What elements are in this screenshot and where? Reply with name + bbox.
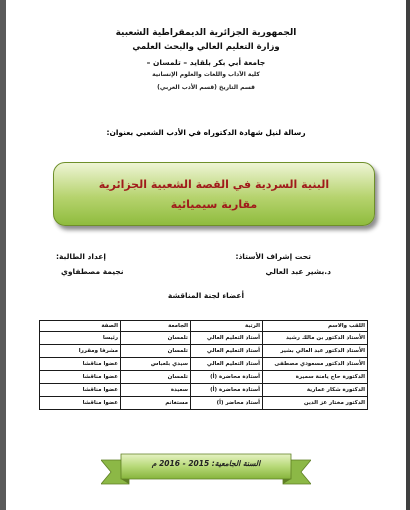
title-box — [53, 162, 375, 226]
member-name: الأستاذ الدكتور بن مالك رشيد — [263, 332, 368, 345]
table-row — [40, 384, 368, 397]
member-university: مستغانم — [121, 397, 191, 410]
member-rank: أستاذ التعليم العالي — [191, 345, 263, 358]
department-heading: قسم التاريخ (قسم الأدب العربي) — [157, 84, 255, 91]
academic-year: السنة الجامعية: 2015 - 2016 م — [151, 459, 261, 468]
member-university: تلمسان — [121, 345, 191, 358]
member-university: سعيدة — [121, 384, 191, 397]
supervisor-name: د.بشير عبد العالي — [265, 267, 331, 276]
member-role: رئيسا — [40, 332, 121, 345]
member-role: عضوا مناقشا — [40, 384, 121, 397]
member-rank: أستاذ محاضر (أ) — [191, 397, 263, 410]
member-university: تلمسان — [121, 371, 191, 384]
member-name: الأستاذ الدكتور مسعودي مصطفى — [263, 358, 368, 371]
member-rank: أستاذ التعليم العالي — [191, 358, 263, 371]
member-university: سيدي بلعباس — [121, 358, 191, 371]
ministry-heading: وزارة التعليم العالي والبحث العلمي — [132, 42, 280, 52]
republic-heading: الجمهورية الجزائرية الديمقراطية الشعبية — [115, 28, 297, 38]
table-row — [40, 397, 368, 410]
member-name: الدكتورة شكار عمارية — [263, 384, 368, 397]
member-rank: أستاذ التعليم العالي — [191, 332, 263, 345]
column-header: الصفة — [40, 321, 121, 332]
thesis-title-line1: البنية السردية في القصة الشعبية الجزائرية — [98, 178, 330, 191]
thesis-title-line2: مقاربة سيميائية — [170, 198, 258, 211]
column-header: الجامعة — [121, 321, 191, 332]
member-name: الأستاذ الدكتور عبد العالي بشير — [263, 345, 368, 358]
member-role: عضوا مناقشا — [40, 358, 121, 371]
university-heading: جامعة أبي بكر بلقايد – تلمسان – — [146, 58, 266, 67]
faculty-heading: كلية الآداب واللغات والعلوم الإنسانية — [152, 71, 260, 78]
author-name: نجيمة مصطفاوي — [61, 267, 124, 276]
jury-table — [39, 320, 368, 410]
column-header: الرتبة — [191, 321, 263, 332]
table-row — [40, 358, 368, 371]
member-role: مشرفا ومقررا — [40, 345, 121, 358]
member-name: الدكتورة حاج يامنة سميرة — [263, 371, 368, 384]
jury-label: أعضاء لجنة المناقشة — [167, 291, 245, 300]
table-row — [40, 345, 368, 358]
table-row — [40, 332, 368, 345]
member-name: الدكتور مختار عز الدين — [263, 397, 368, 410]
member-university: تلمسان — [121, 332, 191, 345]
page-edge-shadow — [406, 0, 410, 510]
member-rank: أستاذة محاضرة (أ) — [191, 371, 263, 384]
member-role: عضوا مناقشا — [40, 397, 121, 410]
member-role: عضوا مناقشا — [40, 371, 121, 384]
supervisor-label: تحت إشراف الأستاذ: — [235, 252, 311, 261]
table-row — [40, 371, 368, 384]
jury-header-row — [40, 321, 368, 332]
member-rank: أستاذة محاضرة (أ) — [191, 384, 263, 397]
column-header: اللقب والاسم — [263, 321, 368, 332]
document-page — [6, 0, 406, 510]
thesis-type-line: رسالة لنيل شهادة الدكتوراه في الأدب الشعبي بعنوان: — [106, 128, 306, 137]
author-label: إعداد الطالبة: — [56, 252, 106, 261]
